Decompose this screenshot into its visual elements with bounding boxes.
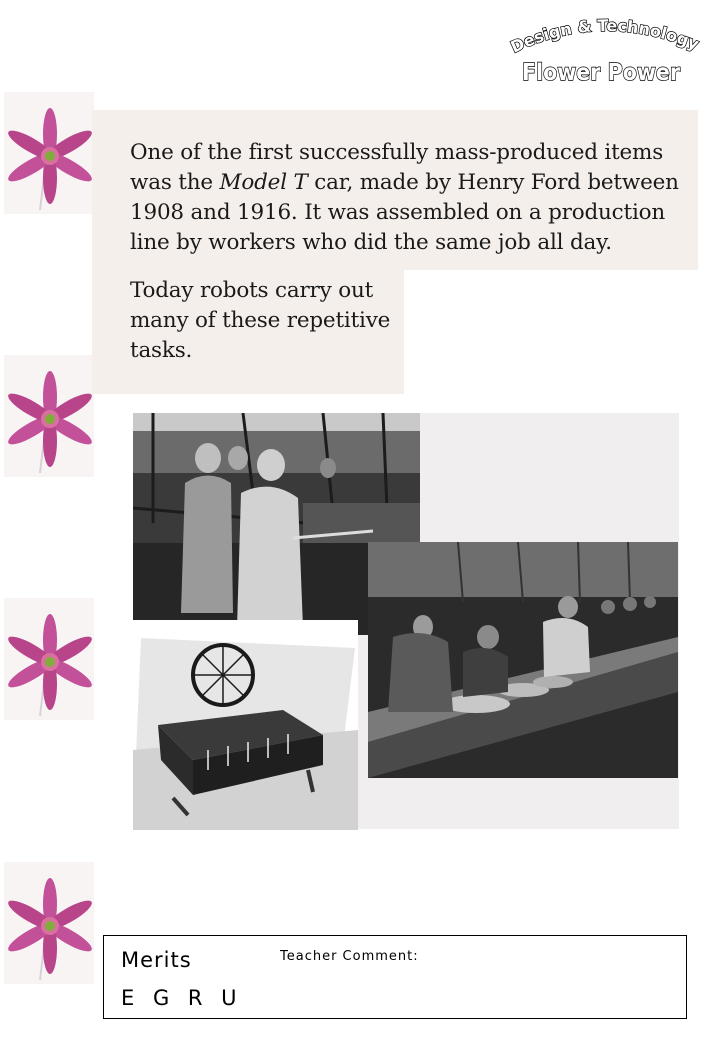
production-line-photo	[368, 542, 678, 778]
flower-icon	[6, 361, 92, 473]
text-panel-bottom	[92, 270, 404, 394]
model-t-emphasis: Model T	[219, 170, 308, 195]
subject-title: Design & Technology	[507, 15, 702, 57]
paragraph-robots: Today robots carry out many of these repetitive tasks.	[130, 278, 391, 363]
merits-panel	[103, 935, 687, 1019]
text-panel-top	[92, 110, 698, 270]
merits-label: Merits	[121, 948, 192, 972]
spinning-machine-photo	[133, 620, 358, 830]
header-wordart	[500, 8, 710, 90]
paragraph-mass-production: One of the first successfully mass-produced items was the Model T car, made by Henry Ford between 1908 and 1916. It was assembled on a production line by workers who did the same job all day.	[130, 140, 679, 255]
merits-grades: E G R U	[121, 986, 243, 1010]
flower-decoration-1	[4, 92, 94, 214]
teacher-comment-label: Teacher Comment:	[280, 949, 419, 964]
flower-decoration-4	[4, 862, 94, 984]
flower-decoration-3	[4, 598, 94, 720]
flower-decoration-2	[4, 355, 94, 477]
flower-icon	[6, 868, 92, 980]
topic-title: Flower Power	[522, 60, 681, 86]
flower-icon	[6, 98, 92, 210]
flower-icon	[6, 604, 92, 716]
